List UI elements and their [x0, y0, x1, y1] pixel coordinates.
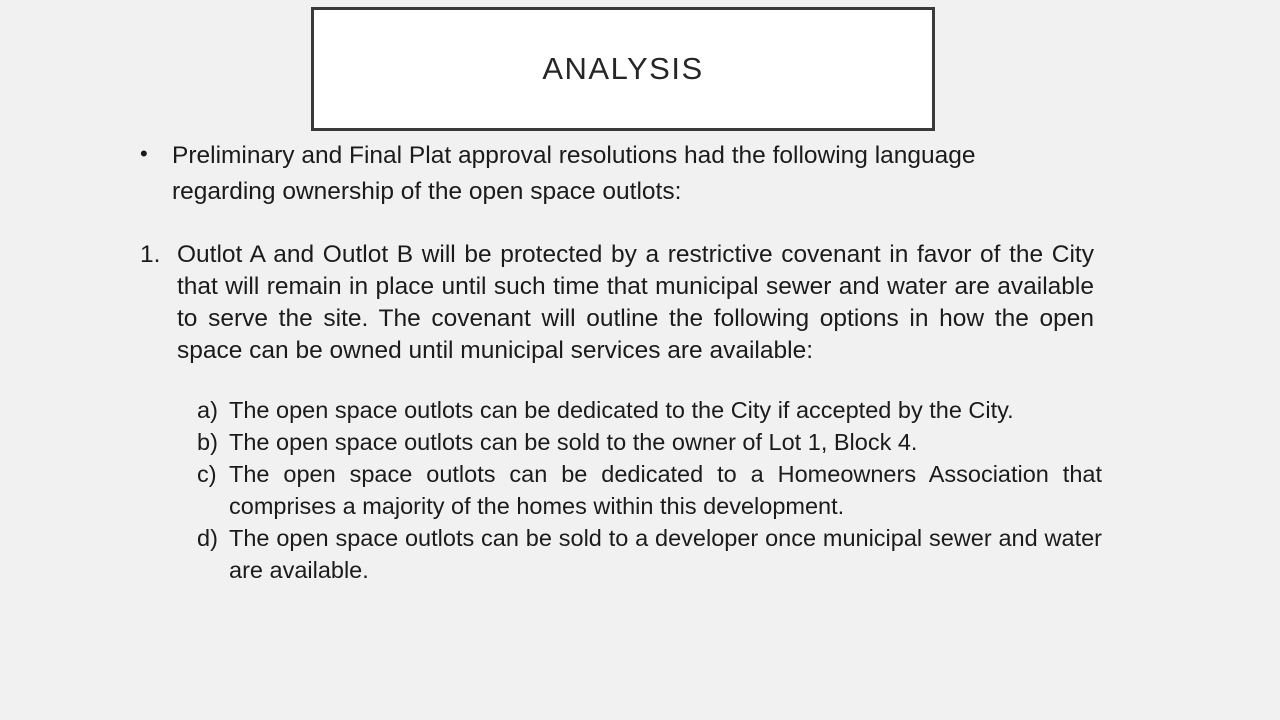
sub-options-list — [197, 395, 1102, 587]
lead-bullet-text: Preliminary and Final Plat approval resolutions had the following language regarding ownership of the open space outlots: — [172, 142, 976, 205]
sub-item-text-b: The open space outlots can be sold to the owner of Lot 1, Block 4. — [229, 429, 918, 456]
title-box — [311, 7, 935, 131]
sub-item-marker-a: a) — [197, 397, 218, 424]
page-title: ANALYSIS — [542, 51, 704, 86]
slide-content — [140, 138, 1140, 587]
lead-bullet — [140, 138, 1140, 209]
sub-item-text-a: The open space outlots can be dedicated to the City if accepted by the City. — [229, 397, 1014, 424]
bullet-marker-icon: • — [140, 141, 148, 166]
numbered-item-1 — [140, 239, 1140, 367]
sub-item-marker-c: c) — [197, 461, 217, 488]
list-item — [197, 459, 1102, 523]
sub-item-marker-b: b) — [197, 429, 218, 456]
numbered-item-text: Outlot A and Outlot B will be protected by a restrictive covenant in favor of the City that will remain in place until such time that municipal sewer and water are available to serve the site. The covenant will outline the following options in how the open space can be owned until municipal services are available: — [177, 241, 1094, 365]
list-item — [197, 523, 1102, 587]
list-item — [197, 395, 1102, 427]
list-item — [197, 427, 1102, 459]
sub-item-marker-d: d) — [197, 525, 218, 552]
numbered-item-marker: 1. — [140, 241, 161, 269]
sub-item-text-c: The open space outlots can be dedicated to a Homeowners Association that comprises a majority of the homes within this development. — [229, 461, 1102, 520]
sub-item-text-d: The open space outlots can be sold to a developer once municipal sewer and water are available. — [229, 525, 1102, 584]
